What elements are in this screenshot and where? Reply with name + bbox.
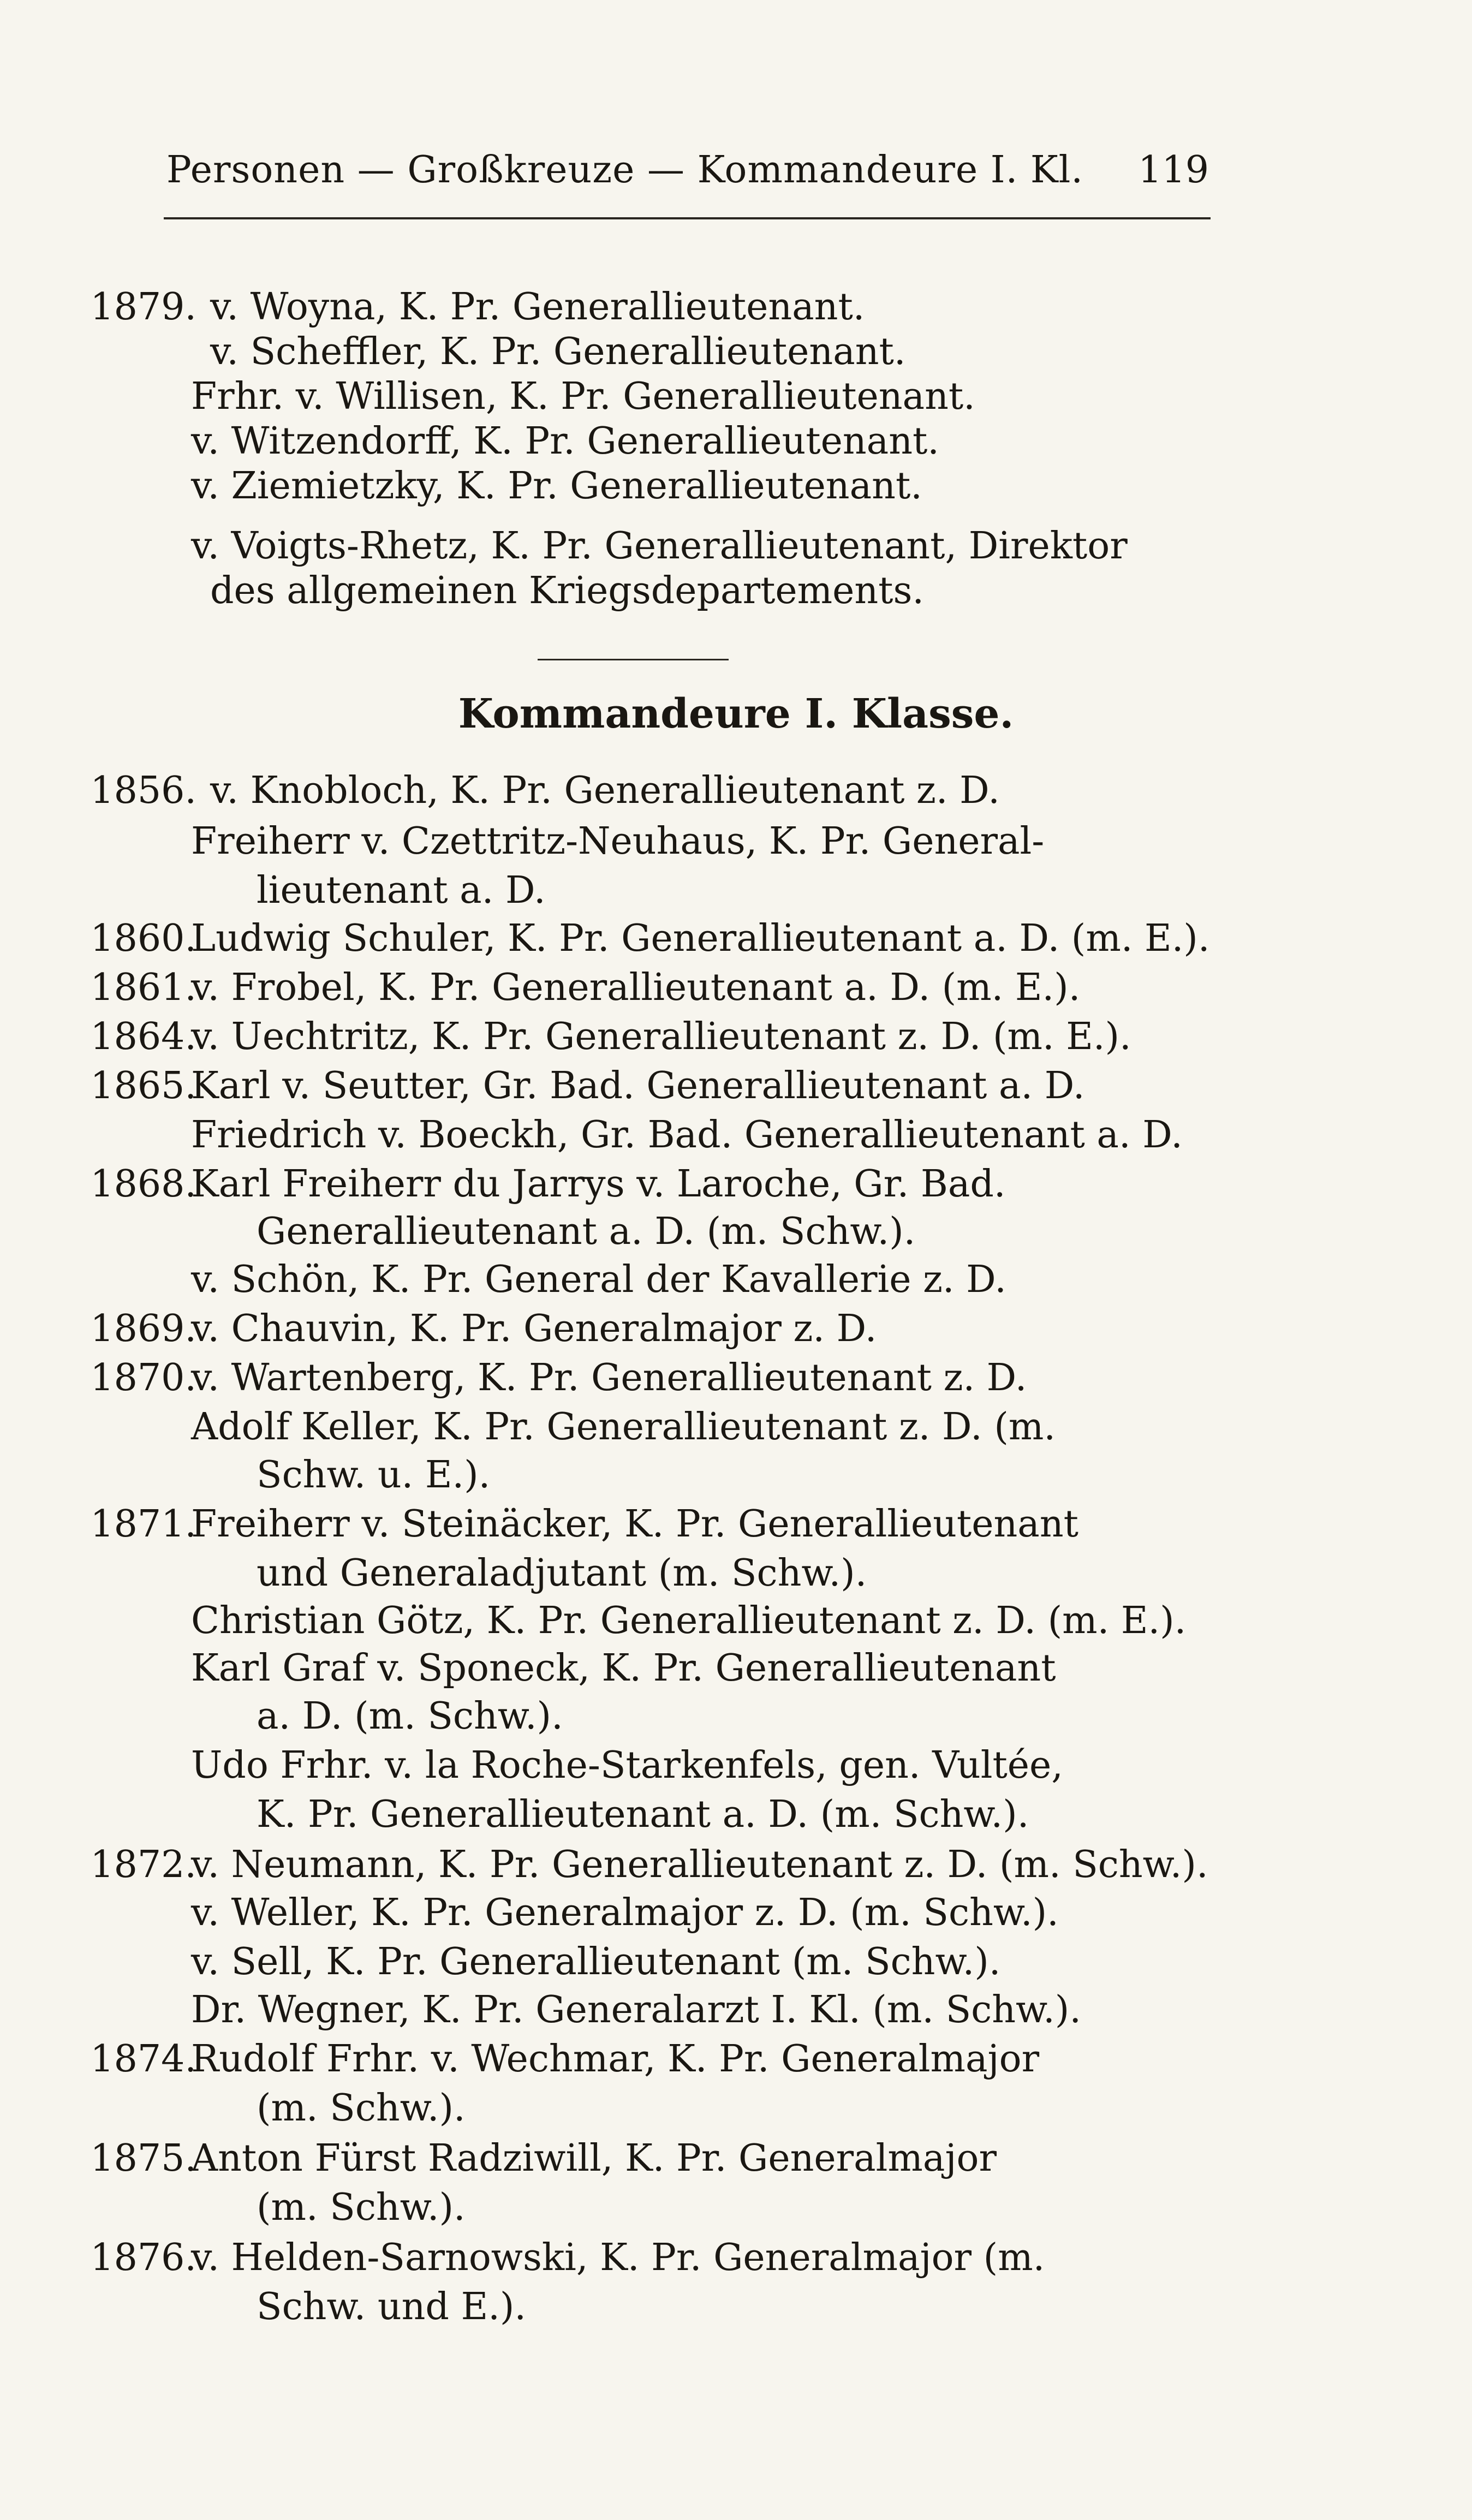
entry-text: v. Neumann, K. Pr. Generallieutenant z. D. (m. Schw.). [191, 1843, 1208, 1886]
entry-line [0, 1644, 1472, 1693]
entry-text: Frhr. v. Willisen, K. Pr. Generallieutenant. [191, 375, 975, 418]
entry-line [0, 1207, 1472, 1256]
entry-line [0, 1012, 1472, 1062]
entry-year: 1856. [90, 769, 196, 812]
entry-line [0, 1596, 1472, 1646]
entry-text: Dr. Wegner, K. Pr. Generalarzt I. Kl. (m. Schw.). [191, 1988, 1081, 2032]
entry-year: 1874. [90, 2038, 196, 2081]
entry-text: v. Sell, K. Pr. Generallieutenant (m. Schw.). [191, 1940, 1001, 1983]
entry-text: des allgemeinen Kriegsdepartements. [210, 569, 925, 612]
entry-line [0, 963, 1472, 1012]
entry-text: lieutenant a. D. [257, 869, 546, 912]
entry-line [0, 372, 1472, 421]
entry-line [0, 1354, 1472, 1403]
entry-text: Christian Götz, K. Pr. Generallieutenant z. D. (m. E.). [191, 1599, 1187, 1642]
entry-line [0, 1549, 1472, 1598]
entry-line [0, 1451, 1472, 1500]
entry-text: Adolf Keller, K. Pr. Generallieutenant z. D. (m. [191, 1405, 1056, 1449]
entry-text: (m. Schw.). [257, 2087, 466, 2130]
entry-year: 1875. [90, 2137, 196, 2180]
entry-text: Schw. und E.). [257, 2285, 526, 2328]
entry-line [0, 1986, 1472, 2035]
entry-line [0, 1403, 1472, 1452]
entry-line [0, 1790, 1472, 1839]
entry-line [0, 866, 1472, 915]
entry-line [0, 1304, 1472, 1354]
section-divider [538, 659, 729, 660]
entry-year: 1870. [90, 1356, 196, 1399]
entry-line [0, 417, 1472, 466]
entry-text: v. Voigts-Rhetz, K. Pr. Generallieutenant, Direktor [191, 525, 1128, 568]
entry-text: und Generaladjutant (m. Schw.). [257, 1552, 867, 1595]
entry-text: Freiherr v. Czettritz-Neuhaus, K. Pr. General- [191, 820, 1045, 863]
entry-line [0, 2233, 1472, 2283]
entry-line [0, 1938, 1472, 1987]
entry-year: 1860. [90, 917, 196, 960]
entry-text: v. Ziemietzky, K. Pr. Generallieutenant. [191, 464, 922, 508]
entry-text: Karl v. Seutter, Gr. Bad. Generallieutenant a. D. [191, 1064, 1085, 1107]
entry-line [0, 462, 1472, 511]
entry-line [0, 1741, 1472, 1790]
entry-line [0, 1888, 1472, 1938]
entry-text: v. Witzendorff, K. Pr. Generallieutenant. [191, 420, 939, 463]
header-rule [164, 217, 1211, 219]
entry-text: a. D. (m. Schw.). [257, 1695, 563, 1738]
entry-text: v. Weller, K. Pr. Generalmajor z. D. (m. Schw.). [191, 1891, 1059, 1934]
entry-text: Anton Fürst Radziwill, K. Pr. Generalmajor [191, 2137, 997, 2180]
entry-line [0, 522, 1472, 571]
entry-year: 1871. [90, 1503, 196, 1546]
entry-year: 1879. [90, 285, 196, 329]
entry-year: 1876. [90, 2236, 196, 2279]
entry-line [0, 1500, 1472, 1549]
entry-text: Freiherr v. Steinäcker, K. Pr. Generallieutenant [191, 1503, 1078, 1546]
entry-year: 1861. [90, 966, 196, 1009]
entry-text: v. Knobloch, K. Pr. Generallieutenant z. D. [210, 769, 1000, 812]
entry-line [0, 2134, 1472, 2183]
entry-line [0, 327, 1472, 377]
entry-text: (m. Schw.). [257, 2186, 466, 2229]
page-number: 119 [1138, 148, 1209, 192]
entry-year: 1864. [90, 1015, 196, 1058]
page-header [166, 143, 1209, 198]
entry-line [0, 1692, 1472, 1741]
entry-line [0, 914, 1472, 963]
entry-text: v. Uechtritz, K. Pr. Generallieutenant z. D. (m. E.). [191, 1015, 1131, 1058]
entry-line [0, 817, 1472, 866]
entry-line [0, 567, 1472, 616]
entry-year: 1868. [90, 1163, 196, 1206]
entry-text: v. Woyna, K. Pr. Generallieutenant. [210, 285, 865, 329]
entry-text: v. Scheffler, K. Pr. Generallieutenant. [210, 330, 906, 373]
entry-year: 1865. [90, 1064, 196, 1107]
section-title: Kommandeure I. Klasse. [458, 690, 1014, 737]
entry-line [0, 1160, 1472, 1209]
entry-line [0, 2035, 1472, 2084]
entry-line [0, 1255, 1472, 1304]
entry-text: v. Chauvin, K. Pr. Generalmajor z. D. [191, 1307, 877, 1350]
entry-line [0, 2183, 1472, 2232]
entry-text: K. Pr. Generallieutenant a. D. (m. Schw.). [257, 1793, 1029, 1836]
entry-text: v. Wartenberg, K. Pr. Generallieutenant z. D. [191, 1356, 1027, 1399]
entry-text: Schw. u. E.). [257, 1453, 491, 1497]
entry-text: v. Helden-Sarnowski, K. Pr. Generalmajor (m. [191, 2236, 1045, 2279]
entry-text: Ludwig Schuler, K. Pr. Generallieutenant a. D. (m. E.). [191, 917, 1210, 960]
entry-line [0, 2283, 1472, 2332]
entry-line [0, 2084, 1472, 2133]
running-head: Personen — Großkreuze — Kommandeure I. Kl. [166, 148, 1083, 192]
entry-text: Generallieutenant a. D. (m. Schw.). [257, 1210, 916, 1253]
entry-year: 1872. [90, 1843, 196, 1886]
entry-text: v. Schön, K. Pr. General der Kavallerie z. D. [191, 1258, 1006, 1301]
entry-text: Udo Frhr. v. la Roche-Starkenfels, gen. Vultée, [191, 1744, 1063, 1787]
entry-text: Karl Graf v. Sponeck, K. Pr. Generallieutenant [191, 1647, 1056, 1690]
entry-line [0, 1111, 1472, 1160]
entry-line [0, 1840, 1472, 1890]
entry-line [0, 1062, 1472, 1111]
entry-year: 1869. [90, 1307, 196, 1350]
entry-text: v. Frobel, K. Pr. Generallieutenant a. D. (m. E.). [191, 966, 1081, 1009]
entry-text: Rudolf Frhr. v. Wechmar, K. Pr. Generalmajor [191, 2038, 1040, 2081]
entry-text: Karl Freiherr du Jarrys v. Laroche, Gr. Bad. [191, 1163, 1006, 1206]
entry-line [0, 283, 1472, 332]
entry-line [0, 766, 1472, 815]
entry-text: Friedrich v. Boeckh, Gr. Bad. Generallieutenant a. D. [191, 1113, 1183, 1157]
